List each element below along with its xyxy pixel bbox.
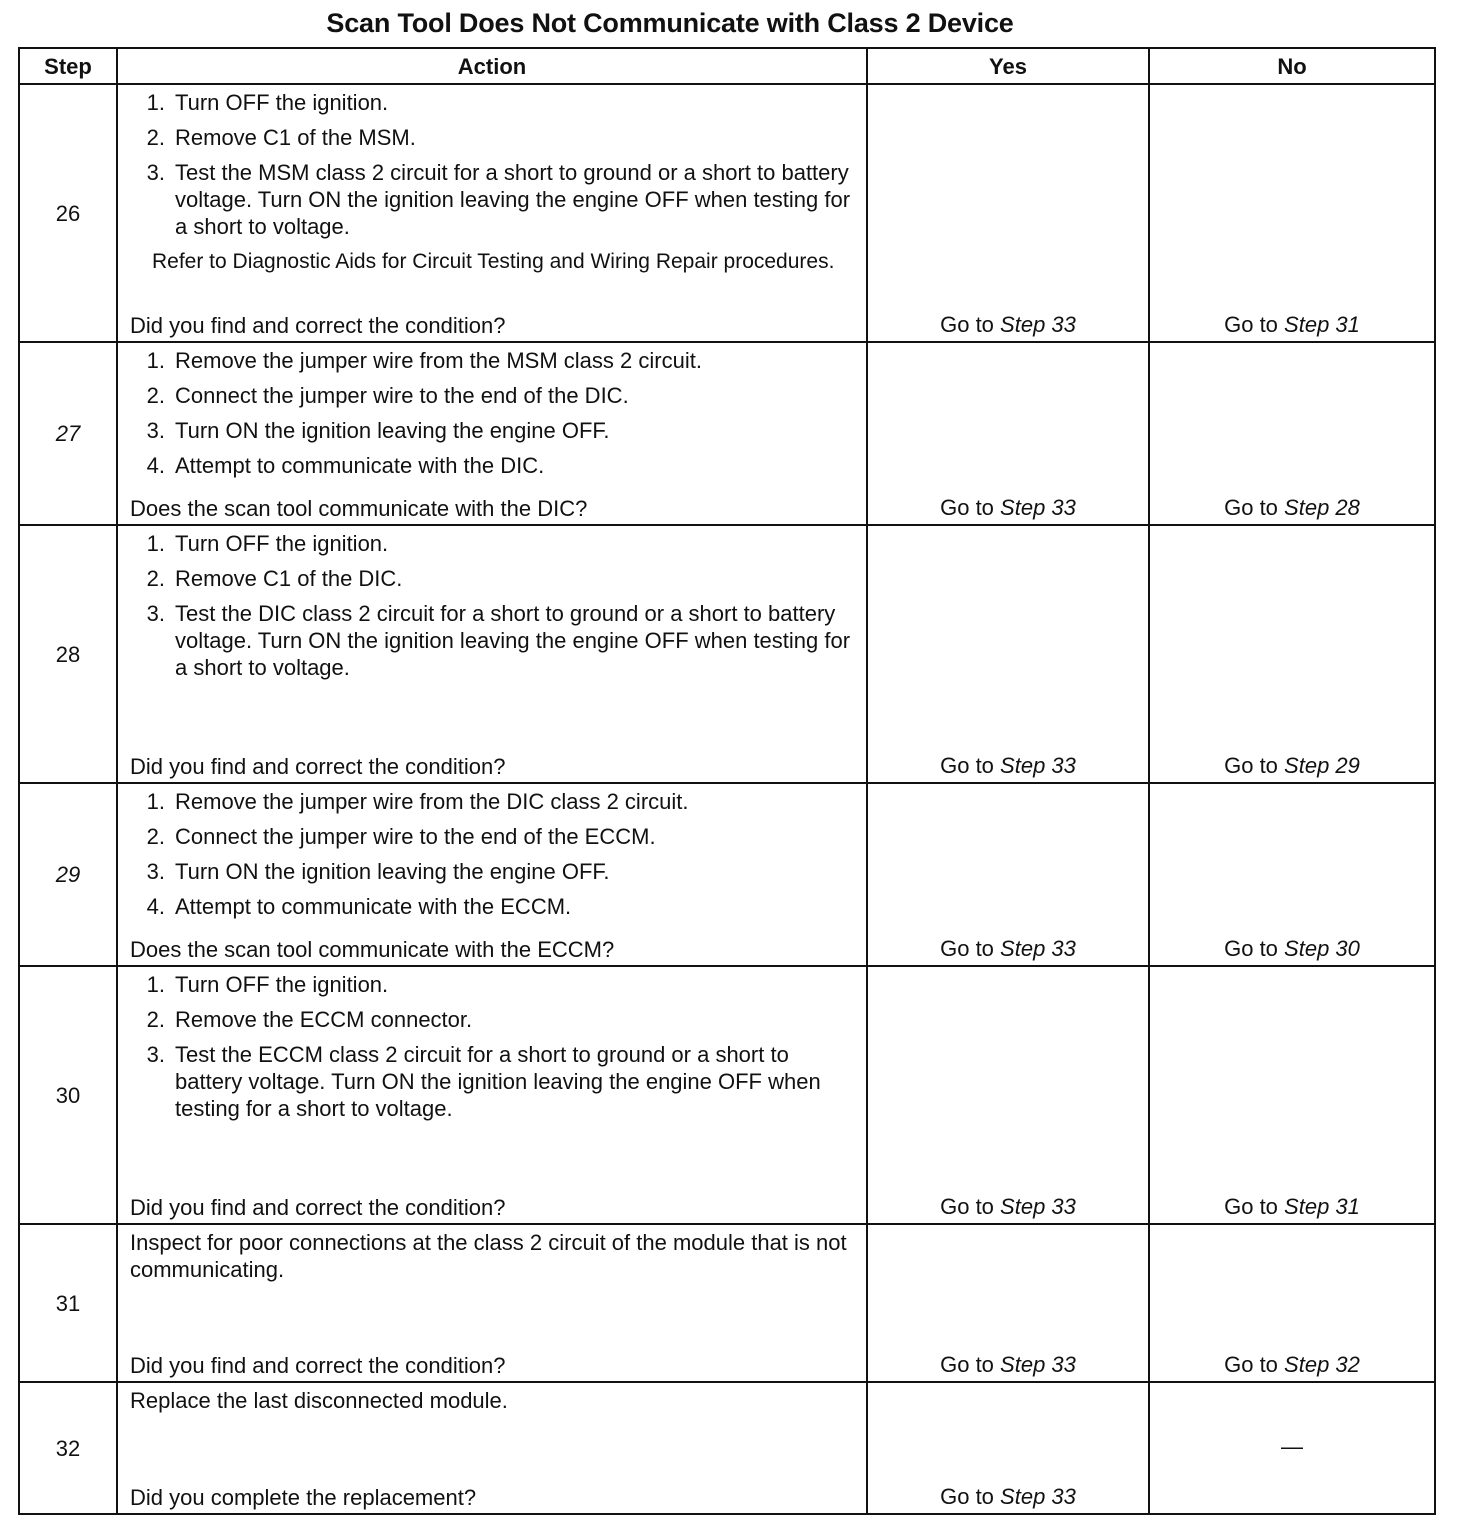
list-item: 2. Remove C1 of the MSM. (146, 125, 416, 150)
step-number: 32 (19, 1382, 117, 1514)
table-row (19, 1382, 1435, 1514)
no-cell: Go to Step 28 (1149, 342, 1435, 525)
list-item: 3. Test the MSM class 2 circuit for a short to ground or a short to battery voltage. Turn ON the ignition leaving the engine OFF when testing for a short to voltage. (146, 160, 851, 239)
no-target: Step 31 (1284, 1194, 1360, 1219)
page-title: Scan Tool Does Not Communicate with Class 2 Device (326, 8, 1014, 38)
list-item: 1. Remove the jumper wire from the MSM class 2 circuit. (146, 348, 702, 373)
step-number: 27 (19, 342, 117, 525)
step-number: 28 (19, 525, 117, 783)
list-item: 3. Test the ECCM class 2 circuit for a short to ground or a short to battery voltage. Turn ON the ignition leaving the engine OFF when testing for a short to voltage. (146, 1042, 821, 1121)
header-action: Action (117, 48, 867, 84)
yes-cell: Go to Step 33 (867, 966, 1149, 1224)
action-text: Replace the last disconnected module. (130, 1388, 508, 1413)
table-row (19, 1224, 1435, 1382)
yes-target: Step 33 (1000, 1484, 1076, 1509)
table-row (19, 783, 1435, 966)
action-question: Does the scan tool communicate with the ECCM? (130, 937, 615, 962)
action-steps (130, 788, 852, 928)
list-item: 3. Turn ON the ignition leaving the engine OFF. (146, 418, 610, 443)
yes-cell: Go to Step 33 (867, 1224, 1149, 1382)
table-header-row (19, 48, 1435, 84)
diagnostic-table (18, 47, 1436, 1515)
action-question: Did you find and correct the condition? (130, 754, 506, 779)
action-cell (117, 84, 867, 342)
header-yes: Yes (867, 48, 1149, 84)
action-cell (117, 1382, 867, 1514)
list-item: 1. Remove the jumper wire from the DIC class 2 circuit. (146, 789, 689, 814)
list-item: 2. Remove the ECCM connector. (146, 1007, 473, 1032)
yes-target: Step 33 (1000, 753, 1076, 778)
action-steps (130, 971, 852, 1130)
action-cell (117, 342, 867, 525)
table-row (19, 84, 1435, 342)
action-cell (117, 783, 867, 966)
list-item: 2. Connect the jumper wire to the end of the DIC. (146, 383, 629, 408)
action-question: Does the scan tool communicate with the DIC? (130, 496, 588, 521)
action-steps (130, 530, 852, 689)
no-cell: Go to Step 31 (1149, 966, 1435, 1224)
list-item: 1. Turn OFF the ignition. (146, 531, 389, 556)
action-question: Did you find and correct the condition? (130, 313, 506, 338)
action-note: Refer to Diagnostic Aids for Circuit Testing and Wiring Repair procedures. (152, 250, 835, 273)
action-question: Did you complete the replacement? (130, 1485, 477, 1510)
action-cell (117, 966, 867, 1224)
no-cell: Go to Step 30 (1149, 783, 1435, 966)
yes-target: Step 33 (1000, 495, 1076, 520)
action-text: Inspect for poor connections at the class 2 circuit of the module that is not communicating. (130, 1230, 847, 1282)
table-row (19, 966, 1435, 1224)
no-target: Step 32 (1284, 1352, 1360, 1377)
list-item: 1. Turn OFF the ignition. (146, 972, 389, 997)
action-question: Did you find and correct the condition? (130, 1195, 506, 1220)
no-cell: Go to Step 31 (1149, 84, 1435, 342)
step-number: 26 (19, 84, 117, 342)
action-question: Did you find and correct the condition? (130, 1353, 506, 1378)
list-item: 1. Turn OFF the ignition. (146, 90, 389, 115)
step-number: 29 (19, 783, 117, 966)
yes-cell: Go to Step 33 (867, 1382, 1149, 1514)
no-target: Step 29 (1284, 753, 1360, 778)
table-row (19, 525, 1435, 783)
table-row (19, 342, 1435, 525)
yes-cell: Go to Step 33 (867, 84, 1149, 342)
action-cell (117, 1224, 867, 1382)
list-item: 3. Test the DIC class 2 circuit for a short to ground or a short to battery voltage. Turn ON the ignition leaving the engine OFF when testing for a short to voltage. (146, 601, 851, 680)
yes-target: Step 33 (1000, 1352, 1076, 1377)
step-number: 31 (19, 1224, 117, 1382)
step-number: 30 (19, 966, 117, 1224)
yes-cell: Go to Step 33 (867, 525, 1149, 783)
action-steps (130, 89, 852, 248)
header-no: No (1149, 48, 1435, 84)
list-item: 3. Turn ON the ignition leaving the engine OFF. (146, 859, 610, 884)
no-target: Step 30 (1284, 936, 1360, 961)
no-target: Step 28 (1284, 495, 1360, 520)
no-cell: Go to Step 32 (1149, 1224, 1435, 1382)
yes-target: Step 33 (1000, 312, 1076, 337)
no-cell: Go to Step 29 (1149, 525, 1435, 783)
list-item: 2. Remove C1 of the DIC. (146, 566, 403, 591)
no-target: Step 31 (1284, 312, 1360, 337)
yes-cell: Go to Step 33 (867, 342, 1149, 525)
action-cell (117, 525, 867, 783)
action-steps (130, 347, 852, 487)
list-item: 4. Attempt to communicate with the ECCM. (146, 894, 572, 919)
no-cell: — (1149, 1382, 1435, 1514)
yes-target: Step 33 (1000, 936, 1076, 961)
list-item: 2. Connect the jumper wire to the end of the ECCM. (146, 824, 656, 849)
header-step: Step (19, 48, 117, 84)
yes-target: Step 33 (1000, 1194, 1076, 1219)
yes-cell: Go to Step 33 (867, 783, 1149, 966)
list-item: 4. Attempt to communicate with the DIC. (146, 453, 545, 478)
